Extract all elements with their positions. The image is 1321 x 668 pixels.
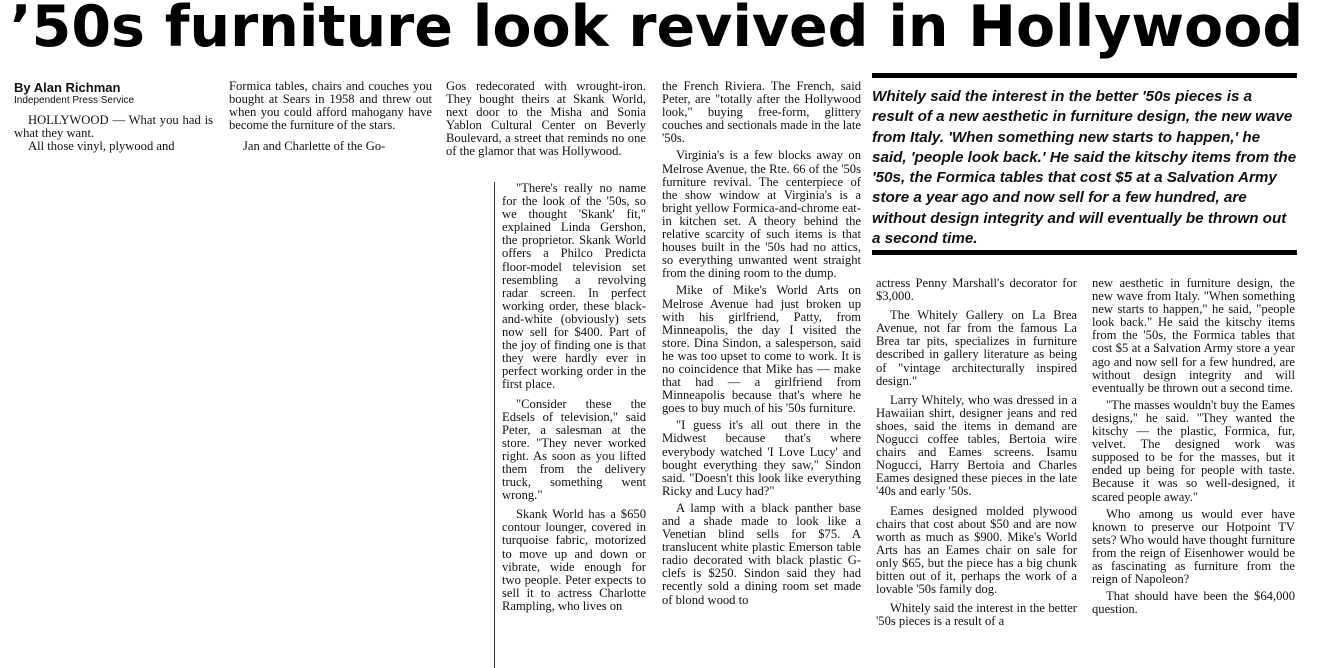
paragraph: All those vinyl, plywood and [28, 139, 175, 154]
paragraph: Eames designed molded plywood chairs that cost about $50 and are now worth as much as $900. Mike's World Arts has an Eames chair on sale for only $65, but the piece has a big chunk bitten out of it, perhaps the work of a lovable '50s family dog. [876, 503, 1077, 597]
paragraph: "The masses wouldn't buy the Eames designs," he said. "They wanted the kitschy — the plastic, Formica, fur, velvet. The designed work was supposed to be for the masses, but it ended up being for people with taste. Because it was so well-designed, it scared people away." [1092, 397, 1295, 504]
paragraph: "Consider these the Edsels of television," said Peter, a salesman at the store. "They never worked right. As soon as you lifted them from the delivery truck, something went wrong." [502, 396, 646, 503]
article-column-3-top [446, 80, 646, 180]
paragraph: Skank World has a $650 contour lounger, covered in turquoise fabric, motorized to move up and down or vibrate, wide enough for two people. Peter expects to sell it to actress Charlotte Rampling, who lives on [502, 507, 646, 613]
column-rule [494, 182, 495, 668]
paragraph: A lamp with a black panther base and a shade made to look like a Venetian blind sells for $75. A translucent white plastic Emerson table radio decorated with black plastic G-clefs is $250. Sindon said they had recently sold a dining room set made of blond wood to [662, 500, 861, 607]
article-column-2 [229, 80, 432, 170]
article-column-6 [1092, 277, 1295, 668]
paragraph: new aesthetic in furniture design, the new wave from Italy. "When something new starts to happen," he said, "people look back." He said the kitschy items from the '50s, the Formica tables that cost $5 at a Salvation Army store a year ago and now sell for a few hundred, are without design integrity and will eventually be thrown out a second time. [1092, 277, 1295, 395]
paragraph: the French Riviera. The French, said Peter, are "totally after the Hollywood look," buying free-form, glittery couches and sectionals made in the late '50s. [662, 80, 861, 146]
article-column-1 [14, 80, 213, 170]
paragraph: Whitely said the interest in the better '50s pieces is a result of a [876, 601, 1077, 629]
byline-author: By Alan Richman [14, 80, 121, 95]
pull-quote-box [872, 73, 1297, 255]
article-column-5 [876, 277, 1077, 668]
paragraph: "There's really no name for the look of the '50s, so we thought 'Skank' fit," explained Linda Gershon, the proprietor. Skank World offers a Philco Predicta floor-model television set resembling a revolving radar screen. In perfect working order, these black-and-white (obviously) sets now sell for $400. Part of the joy of finding one is that they were hardly ever in perfect working order in the first place. [502, 182, 646, 392]
paragraph: HOLLYWOOD — What you had is what they want. [14, 113, 213, 141]
paragraph: Who among us would ever have known to preserve our Hotpoint TV sets? Who would have thought furniture from the reign of Eisenhower would be as fascinating as furniture from the reign of Napoleon? [1092, 506, 1295, 587]
paragraph: "I guess it's all out there in the Midwest because that's where everybody watched 'I Love Lucy' and bought everything they saw," Sindon said. "Doesn't this look like everything Ricky and Lucy had?" [662, 418, 861, 498]
paragraph: That should have been the $64,000 question. [1092, 589, 1295, 617]
pull-quote: Whitely said the interest in the better '50s pieces is a result of a new aesthetic in furniture design, the new wave from Italy. 'When something new starts to happen,' he said, 'people look back.' He said the kitschy items from the '50s, the Formica tables that cost $5 at a Salvation Army store a year ago and now sell for a few hundred, are without design integrity and will eventually be thrown out a second time. [872, 88, 1297, 248]
article-column-4 [662, 80, 861, 668]
paragraph: Gos redecorated with wrought-iron. They bought theirs at Skank World, next door to the Misha and Sonia Yablon Cultural Center on Beverly Boulevard, a street that reminds no one of the glamor that was Hollywood. [446, 80, 646, 159]
paragraph: The Whitely Gallery on La Brea Avenue, not far from the famous La Brea tar pits, specializes in furniture described in gallery literature as being of "vintage architecturally inspired design." [876, 308, 1077, 388]
headline: ’50s furniture look revived in Hollywood [10, 0, 1304, 60]
article-column-3 [502, 182, 646, 668]
paragraph: Larry Whitely, who was dressed in a Hawaiian shirt, designer jeans and red shoes, said the items in demand are Nogucci coffee tables, Bertoia wire chairs and Eames screens. Isamu Nogucci, Harry Bertoia and Charles Eames designed these pieces in the late '40s and early '50s. [876, 392, 1077, 499]
paragraph: Jan and Charlette of the Go- [243, 139, 386, 154]
paragraph: Mike of Mike's World Arts on Melrose Avenue had just broken up with his girlfriend, Patty, from Minneapolis, the day I visited the store. Dina Sindon, a salesperson, said he was too upset to come to work. It is no coincidence that Mike has — make that had — a girlfriend from Minneapolis because that's where he goes to buy much of his '50s furniture. [662, 283, 861, 416]
byline-service: Independent Press Service [14, 95, 135, 106]
paragraph: Formica tables, chairs and couches you bought at Sears in 1958 and threw out when you could afford mahogany have become the furniture of the stars. [229, 80, 432, 133]
paragraph: actress Penny Marshall's decorator for $3,000. [876, 277, 1077, 304]
paragraph: Virginia's is a few blocks away on Melrose Avenue, the Rte. 66 of the '50s furniture revival. The centerpiece of the show window at Virginia's is a bright yellow Formica-and-chrome eat-in kitchen set. A theory behind the relative scarcity of such items is that houses built in the '50s had no attics, so everything unwanted went straight from the dining room to the dump. [662, 148, 861, 281]
